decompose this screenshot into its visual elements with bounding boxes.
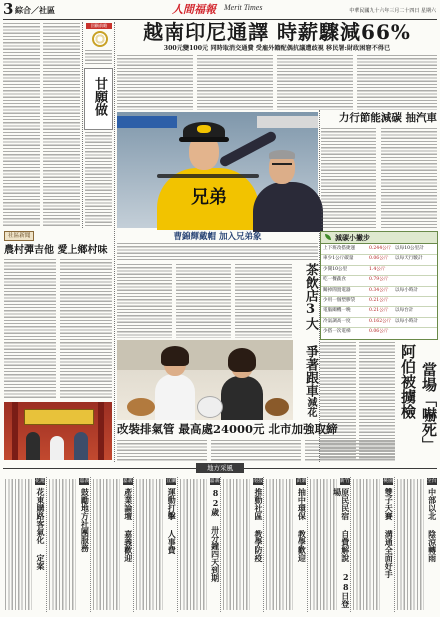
local-headline: 抽中環保 教學歡迎 xyxy=(297,488,308,562)
row-item: 車少1公斤碳量 xyxy=(323,256,354,262)
article-body-text xyxy=(85,50,112,65)
article-body-text xyxy=(357,55,437,110)
row-value: 0.06公斤 xyxy=(369,329,389,335)
local-headline: 產業論壇 嘉義歡迎 xyxy=(123,488,134,562)
local-headline: 82歲 卅分鐘四天到期 xyxy=(210,488,221,582)
article-body-text xyxy=(321,128,376,228)
cap-logo xyxy=(197,125,211,133)
local-news-column xyxy=(90,477,134,612)
table-row xyxy=(321,327,437,337)
article-body-text xyxy=(277,55,353,110)
photo-banner xyxy=(257,116,318,128)
section-name: 綜合／社區 xyxy=(15,5,55,15)
local-headline: 雙子天賽 溝通全面好手 xyxy=(384,488,395,578)
article-body-text xyxy=(43,23,80,228)
row-item: 冷氣調高一度 xyxy=(323,318,351,324)
place-tag: 苗栗 xyxy=(296,478,307,484)
newspaper-brand-english: Merit Times xyxy=(224,3,263,12)
photo-background xyxy=(117,340,293,370)
temple-pillar xyxy=(12,402,18,460)
elder-headline-line-1: 阿伯被擄檢 xyxy=(399,344,417,419)
photo-banner xyxy=(117,116,177,128)
article-body-text xyxy=(4,259,56,399)
emblem-icon xyxy=(92,31,108,47)
column-body-text xyxy=(180,479,207,610)
article-body-text xyxy=(117,55,193,110)
local-news-column xyxy=(263,477,307,612)
column-body-text xyxy=(397,479,424,610)
row-value: 0.34公斤 xyxy=(369,287,389,293)
row-value: 0.162公斤 xyxy=(369,318,392,324)
column-body-text xyxy=(136,479,163,610)
place-tag: 新竹 xyxy=(339,478,350,484)
local-news-column xyxy=(46,477,90,612)
column-body-text xyxy=(5,479,32,610)
presenter-glasses xyxy=(272,163,292,165)
jersey-text: 兄弟 xyxy=(191,187,227,208)
place-tag: 全台 xyxy=(426,478,437,484)
article-body-text xyxy=(117,264,172,338)
table-title: 減碳小撇步 xyxy=(335,233,370,242)
row-value: 0.79公斤 xyxy=(369,277,389,283)
row-value: 0.21公斤 xyxy=(369,298,389,303)
column-body-text xyxy=(353,479,380,610)
carbon-tips-table xyxy=(320,231,438,340)
local-news-column xyxy=(394,477,438,612)
newspaper-brand-logo: 人間福報 xyxy=(172,3,216,16)
tea-shop-headline xyxy=(297,263,317,418)
right-headline: 力行節能減碳 抽汽車 xyxy=(338,112,437,124)
row-item: 少用一個塑膠袋 xyxy=(323,298,356,303)
dog-figure xyxy=(265,398,289,416)
local-headline: 推動社區 教學防疫 xyxy=(254,488,264,562)
local-news-column xyxy=(133,477,177,612)
local-news-column xyxy=(350,477,394,612)
row-item: 電腦關機一晚 xyxy=(323,308,351,314)
row-item: 吃一餐蔬食 xyxy=(323,277,346,283)
article-body-text xyxy=(117,440,207,461)
woman-figure xyxy=(155,374,195,420)
elder-headline-line-2: 當場「嚇死」 xyxy=(420,362,438,452)
column-body-text xyxy=(266,479,293,610)
place-tag: 南投 xyxy=(253,478,264,484)
column-title-box xyxy=(84,68,113,130)
badge-label: 回顧前瞻 xyxy=(86,23,112,29)
article-body-text xyxy=(3,23,40,228)
local-news-column xyxy=(220,477,264,612)
woman-hair xyxy=(161,346,189,366)
row-value: 0.06公斤 xyxy=(369,256,389,262)
lead-headline: 越南印尼通譯 時薪驟減66% xyxy=(143,20,411,44)
local-headline: 鼓勵地方社團服務 xyxy=(80,488,91,552)
tea-headline-main: 茶飲店3大 爭著跟車 xyxy=(303,263,318,397)
place-tag: 嘉義 xyxy=(122,478,133,484)
temple-pillar xyxy=(98,402,104,460)
article-body-text xyxy=(381,128,437,228)
table-title-bar xyxy=(321,232,437,244)
place-tag: 嘉義 xyxy=(209,478,220,484)
photo-caption: 曹錦輝戴帽 加入兄弟象 xyxy=(173,232,262,242)
row-note: 以每10公里計 xyxy=(395,246,424,251)
jersey-stripe xyxy=(157,174,259,178)
place-tag: 嘉義 xyxy=(79,478,90,484)
place-tag: 花蓮 xyxy=(35,478,46,484)
caption-body-text xyxy=(117,243,318,260)
leaf-icon xyxy=(325,234,331,240)
column-badge xyxy=(86,23,112,48)
local-headline: 中部以北 陰涼轉雨 xyxy=(427,488,438,562)
row-note: 以每台計 xyxy=(395,308,414,314)
row-value: 0.21公斤 xyxy=(369,308,389,314)
row-note: 以每小時計 xyxy=(395,318,418,324)
column-body-text xyxy=(49,479,76,610)
exhaust-headline: 改裝排氣管 最高處24000元 北市加強取締 xyxy=(117,422,338,436)
dog-figure xyxy=(127,398,155,416)
article-body-text xyxy=(305,440,395,461)
column-body-text xyxy=(223,479,250,610)
article-body-text xyxy=(211,440,301,461)
article-body-text xyxy=(60,259,112,399)
row-value: 0.244公斤 xyxy=(369,246,392,251)
article-body-text xyxy=(235,264,292,338)
presenter-suit xyxy=(253,182,323,232)
article-body-text xyxy=(176,264,231,338)
row-item: 少開10公里 xyxy=(323,266,348,272)
woman-figure xyxy=(221,376,263,420)
column-body-text xyxy=(310,479,337,610)
temple-photo xyxy=(4,402,112,460)
lead-subhead: 300元變100元 同時取消交通費 受雇外籍配偶抗議遭歧視 移民署:財政困窘不得已 xyxy=(163,45,391,52)
column-title: 甘願做 xyxy=(92,77,107,116)
family-dogs-photo xyxy=(117,340,293,420)
row-item: 上下班改搭捷運 xyxy=(323,246,356,251)
section-tag: 社區新聞 xyxy=(4,231,34,241)
local-news-column xyxy=(177,477,221,612)
column-divider xyxy=(82,22,83,228)
local-headline: 花東購路客氣化 定案 xyxy=(36,488,46,570)
person-figure xyxy=(50,436,64,460)
column-body-text xyxy=(93,479,120,610)
row-value: 1.4公斤 xyxy=(369,266,386,272)
person-figure xyxy=(74,432,88,460)
article-body-text xyxy=(85,132,112,228)
page-number: 3 xyxy=(3,0,14,18)
local-news-label: 地方采風 xyxy=(196,463,244,473)
row-note: 以每天行駛計 xyxy=(395,256,423,262)
cap-brim xyxy=(179,137,229,142)
row-note: 以每小時計 xyxy=(395,287,418,293)
woman-hair xyxy=(228,348,256,372)
local-headline: 原民民宿 自費解說 28日登場 xyxy=(332,488,351,608)
dog-figure xyxy=(197,396,223,418)
column-divider xyxy=(114,22,115,462)
issue-date: 中華民國九十六年三月二十四日 星期六 xyxy=(349,8,436,14)
local-headline: 運動打擊 人事費 xyxy=(167,488,178,554)
row-item: 關掉閒置電器 xyxy=(323,287,351,293)
presenter-hair xyxy=(269,150,295,159)
local-news-column xyxy=(307,477,351,612)
temple-sign xyxy=(24,409,94,425)
local-news-column xyxy=(3,477,46,612)
community-headline: 農村彈吉他 愛上鄉村味 xyxy=(4,245,108,256)
place-tag: 宜蘭 xyxy=(166,478,177,484)
person-figure xyxy=(26,432,40,460)
article-body-text xyxy=(197,55,273,110)
main-photo xyxy=(117,112,318,228)
tea-headline-tail: 減花 xyxy=(305,397,316,417)
row-item: 少搭一次電梯 xyxy=(323,329,351,335)
place-tag: 桃園 xyxy=(383,478,394,484)
